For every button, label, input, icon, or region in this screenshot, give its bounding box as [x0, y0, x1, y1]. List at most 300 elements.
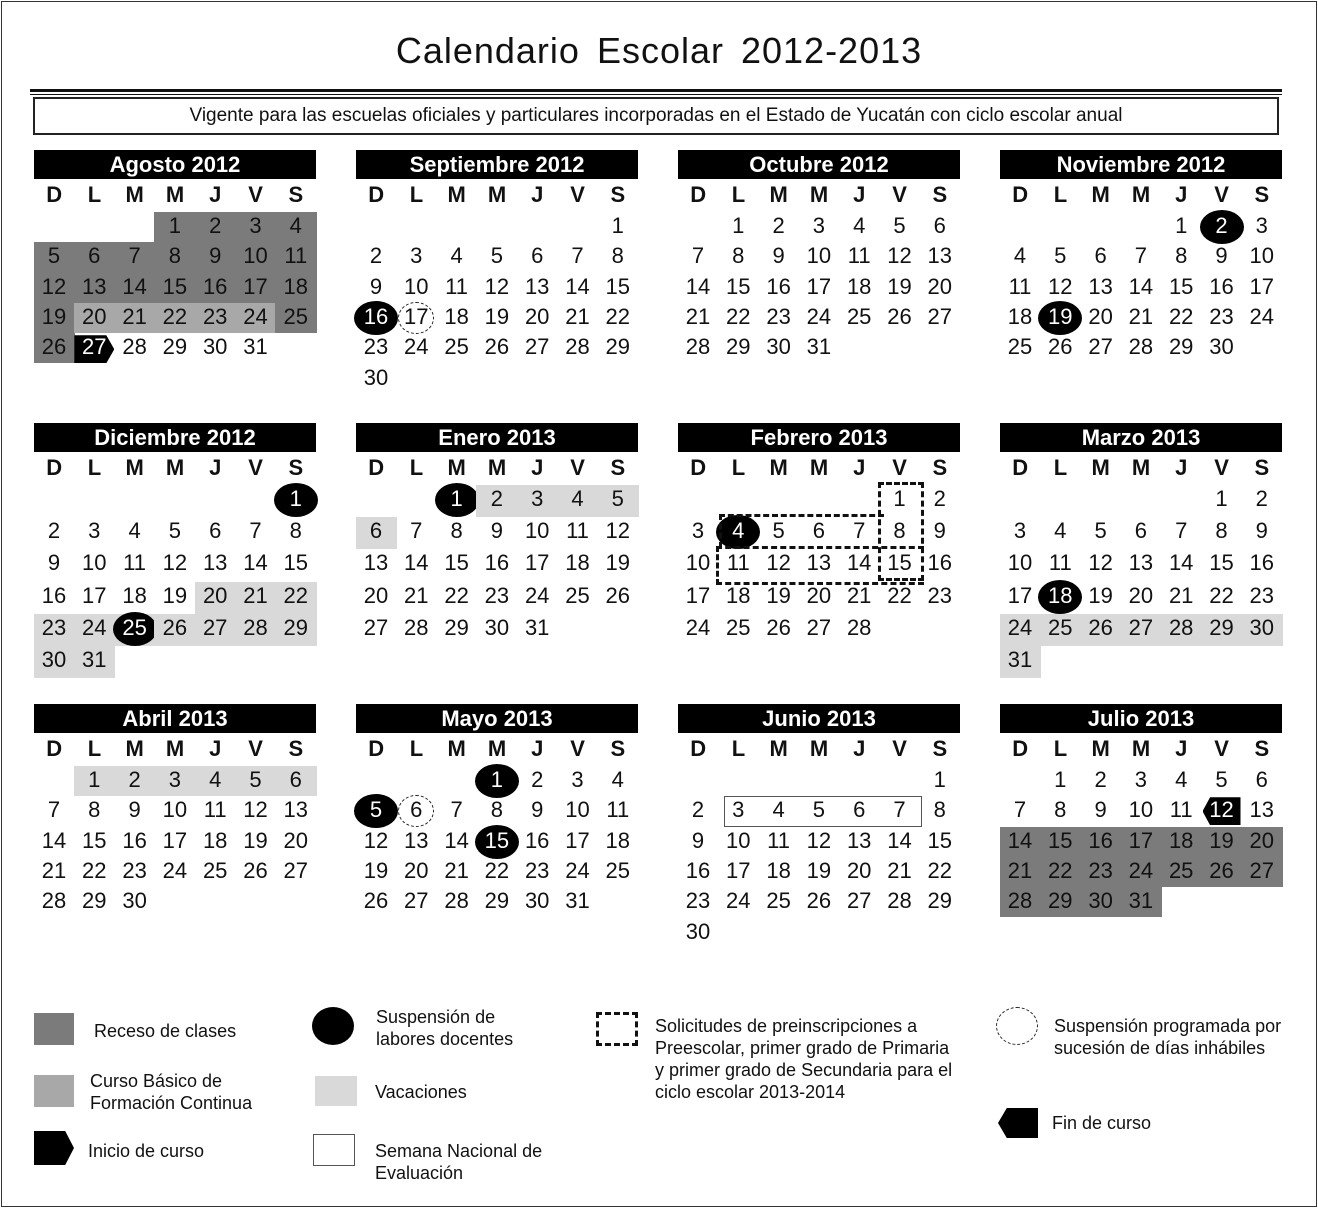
day-cell: 30	[1209, 334, 1234, 360]
day-cell: 31	[243, 334, 268, 360]
day-cell: 3	[732, 797, 745, 823]
day-cell: 14	[122, 273, 147, 299]
legend-fin-curso: Fin de curso	[1052, 1113, 1152, 1133]
day-cell: 15	[1048, 827, 1073, 853]
day-cell: 4	[611, 767, 624, 792]
month-4	[34, 423, 316, 677]
day-grid	[356, 765, 638, 917]
day-cell: 22	[484, 857, 510, 883]
day-cell: 12	[766, 550, 791, 576]
day-cell: 11	[445, 273, 469, 299]
day-cell: 27	[1128, 614, 1154, 640]
day-cell: 11	[203, 797, 227, 823]
day-cell: 6	[812, 518, 826, 544]
day-cell: 5	[47, 243, 61, 269]
month-9	[356, 704, 638, 917]
day-cell: 1	[289, 486, 302, 511]
day-cell: 14	[1007, 827, 1033, 853]
weekday-header	[34, 179, 316, 211]
day-cell: 14	[404, 550, 429, 576]
day-cell: 28	[565, 334, 590, 360]
day-cell: 7	[571, 243, 584, 269]
suspension-labores-icon	[312, 1007, 354, 1045]
day-cell: 15	[927, 827, 953, 853]
day-cell: 26	[766, 614, 791, 640]
day-cell: 9	[933, 518, 946, 544]
day-cell: 26	[363, 888, 389, 914]
weekday-header	[678, 179, 960, 211]
day-cell: 28	[685, 334, 711, 360]
day-cell: 8	[611, 243, 624, 269]
day-cell: 11	[123, 550, 147, 576]
legend-solicitudes: Solicitudes de preinscripciones a Preescolar, primer grado de Primaria y primer grado de Secundaria para el ciclo escolar 2013-2014	[655, 1016, 953, 1102]
weekday-label: M	[125, 455, 144, 480]
day-cell: 1	[490, 767, 504, 792]
day-cell: 7	[853, 518, 866, 544]
day-cell: 24	[243, 303, 268, 329]
day-cell: 18	[1007, 303, 1033, 329]
day-cell: 6	[531, 243, 544, 269]
day-cell: 16	[1249, 550, 1275, 576]
day-cell: 10	[243, 243, 268, 269]
day-cell: 17	[1249, 273, 1275, 299]
day-cell: 30	[766, 334, 791, 360]
weekday-label: M	[1131, 455, 1151, 480]
day-cell: 12	[887, 243, 912, 269]
month-title: Agosto 2012	[34, 150, 316, 179]
page-title: Calendario Escolar 2012-2013	[395, 30, 923, 71]
day-cell: 13	[524, 273, 550, 299]
day-cell: 3	[1255, 213, 1268, 238]
day-cell: 3	[249, 213, 262, 238]
day-cell: 24	[524, 582, 550, 608]
day-cell: 18	[444, 303, 469, 329]
weekday-label: D	[46, 736, 63, 761]
weekday-label: D	[690, 736, 707, 761]
day-cell: 12	[243, 797, 268, 823]
day-cell: 10	[82, 550, 107, 576]
day-cell: 22	[82, 857, 107, 883]
day-cell: 26	[484, 334, 510, 360]
day-cell: 18	[726, 582, 751, 608]
day-cell: 10	[524, 518, 550, 544]
weekday-header	[678, 733, 960, 765]
month-8	[34, 704, 316, 917]
day-cell: 21	[685, 303, 711, 329]
day-cell: 12	[363, 827, 389, 853]
day-cell: 6	[209, 518, 222, 544]
day-cell: 31	[524, 614, 550, 640]
day-cell: 31	[82, 647, 107, 672]
day-cell: 10	[1249, 243, 1275, 269]
semana-evaluacion-outline	[724, 796, 922, 826]
legend-receso: Receso de clases	[94, 1021, 237, 1041]
day-cell: 17	[1007, 582, 1033, 608]
day-cell: 29	[1209, 614, 1234, 640]
day-cell: 29	[1048, 888, 1073, 914]
day-cell: 5	[812, 797, 826, 823]
weekday-label: M	[1091, 736, 1110, 761]
weekday-label: V	[1214, 455, 1229, 480]
day-cell: 28	[404, 614, 429, 640]
day-cell: 12	[1048, 273, 1073, 299]
weekday-label: D	[368, 455, 385, 480]
day-cell: 23	[484, 582, 510, 608]
day-cell: 19	[41, 303, 67, 329]
day-cell: 8	[1175, 243, 1188, 269]
day-grid	[1000, 765, 1282, 917]
day-cell: 2	[691, 797, 705, 823]
weekday-label: M	[447, 182, 466, 207]
weekday-header	[356, 452, 638, 484]
day-cell: 28	[243, 614, 268, 640]
day-cell: 27	[283, 857, 309, 883]
day-cell: 5	[893, 213, 906, 238]
day-cell: 30	[122, 888, 147, 914]
day-cell: 2	[490, 486, 504, 511]
day-cell: 20	[404, 857, 429, 883]
day-cell: 13	[1128, 550, 1154, 576]
day-cell: 4	[772, 797, 785, 823]
month-title: Junio 2013	[678, 704, 960, 733]
day-cell: 12	[806, 827, 832, 853]
day-cell: 2	[772, 213, 785, 238]
day-cell: 9	[490, 518, 504, 544]
day-cell: 23	[202, 303, 228, 329]
day-cell: 31	[1128, 888, 1154, 914]
weekday-label: M	[809, 455, 829, 480]
weekday-label: M	[447, 455, 466, 480]
weekday-label: J	[1175, 455, 1188, 480]
weekday-label: J	[209, 182, 222, 207]
day-cell: 16	[41, 582, 67, 608]
day-cell: 19	[1088, 582, 1113, 608]
day-cell: 2	[1094, 767, 1107, 792]
day-cell: 11	[847, 243, 871, 269]
weekday-label: L	[731, 182, 746, 207]
legend-semana-evaluacion: Semana Nacional de Evaluación	[375, 1141, 543, 1183]
day-cell: 26	[605, 582, 631, 608]
day-cell: 18	[565, 550, 590, 576]
day-cell: 13	[283, 797, 309, 823]
weekday-label: J	[531, 182, 544, 207]
day-cell: 19	[806, 857, 832, 883]
day-cell: 28	[122, 334, 147, 360]
day-cell: 24	[806, 303, 832, 329]
legend-curso-basico: Curso Básico de Formación Continua	[90, 1071, 253, 1113]
day-cell: 19	[243, 827, 268, 853]
day-cell: 7	[410, 518, 423, 544]
weekday-label: L	[731, 736, 746, 761]
weekday-label: V	[248, 736, 263, 761]
day-cell: 22	[726, 303, 751, 329]
day-cell: 23	[1088, 857, 1113, 883]
day-cell: 16	[927, 550, 953, 576]
day-cell: 29	[1168, 334, 1194, 360]
weekday-label: V	[570, 736, 585, 761]
day-cell: 22	[444, 582, 469, 608]
day-cell: 7	[691, 243, 705, 269]
month-6	[678, 423, 960, 645]
day-cell: 19	[1209, 827, 1234, 853]
day-cell: 24	[404, 334, 429, 360]
day-cell: 24	[1007, 614, 1033, 640]
day-cell: 6	[853, 797, 866, 823]
weekday-label: J	[1175, 182, 1188, 207]
day-cell: 28	[444, 888, 469, 914]
day-cell: 22	[605, 303, 631, 329]
day-cell: 21	[404, 582, 429, 608]
day-cell: 25	[565, 582, 590, 608]
day-cell: 22	[1048, 857, 1073, 883]
weekday-label: S	[1254, 182, 1270, 207]
day-cell: 14	[846, 550, 872, 576]
day-cell: 14	[685, 273, 711, 299]
weekday-label: V	[248, 455, 263, 480]
day-cell: 6	[1255, 767, 1268, 792]
day-cell: 27	[82, 334, 107, 360]
day-cell: 4	[128, 518, 141, 544]
day-cell: 11	[606, 797, 630, 823]
day-cell: 5	[1094, 518, 1107, 544]
day-cell: 7	[47, 797, 61, 823]
day-cell: 13	[363, 550, 389, 576]
day-cell: 16	[1209, 273, 1234, 299]
day-cell: 23	[41, 614, 67, 640]
day-cell: 3	[410, 243, 423, 269]
month-1	[356, 150, 638, 393]
day-cell: 27	[846, 888, 872, 914]
weekday-label: J	[853, 455, 866, 480]
day-cell: 15	[605, 273, 631, 299]
day-cell: 5	[1215, 767, 1228, 792]
weekday-label: D	[1012, 736, 1029, 761]
month-title: Abril 2013	[34, 704, 316, 733]
weekday-label: M	[1091, 455, 1110, 480]
day-cell: 30	[1249, 614, 1275, 640]
day-cell: 25	[444, 334, 469, 360]
semana-evaluacion-swatch	[313, 1134, 355, 1166]
month-title: Septiembre 2012	[356, 150, 638, 179]
legend-suspension-labores: Suspensión de labores docentes	[376, 1007, 514, 1049]
day-cell: 1	[1215, 486, 1228, 511]
weekday-label: M	[769, 736, 788, 761]
suspension-programada-icon	[996, 1007, 1038, 1045]
day-cell: 15	[162, 273, 188, 299]
day-cell: 19	[162, 582, 188, 608]
day-cell: 7	[1175, 518, 1188, 544]
weekday-label: J	[209, 455, 222, 480]
day-cell: 2	[128, 767, 141, 792]
day-cell: 8	[289, 518, 302, 544]
month-title: Marzo 2013	[1000, 423, 1282, 452]
day-cell: 8	[450, 518, 463, 544]
day-cell: 2	[1215, 213, 1228, 238]
day-cell: 4	[853, 213, 866, 238]
day-cell: 3	[168, 767, 182, 792]
day-cell: 11	[1048, 550, 1072, 576]
month-title: Diciembre 2012	[34, 423, 316, 452]
day-cell: 30	[202, 334, 228, 360]
day-cell: 22	[1209, 582, 1234, 608]
day-cell: 21	[41, 857, 67, 883]
day-cell: 7	[1134, 243, 1148, 269]
day-cell: 13	[404, 827, 429, 853]
day-cell: 6	[1134, 518, 1148, 544]
weekday-label: J	[853, 736, 866, 761]
day-cell: 6	[289, 767, 302, 792]
day-cell: 15	[82, 827, 107, 853]
weekday-label: S	[610, 455, 626, 480]
day-cell: 5	[1054, 243, 1067, 269]
title-rule	[30, 89, 1282, 95]
day-cell: 23	[122, 857, 147, 883]
day-cell: 19	[484, 303, 510, 329]
day-cell: 7	[450, 797, 463, 823]
solicitudes-period-outline	[719, 514, 884, 548]
weekday-label: D	[1012, 455, 1029, 480]
weekday-label: M	[1131, 182, 1151, 207]
day-cell: 30	[41, 647, 67, 672]
weekday-label: S	[932, 455, 948, 480]
weekday-label: D	[368, 182, 385, 207]
day-cell: 1	[1054, 767, 1067, 792]
day-cell: 15	[1209, 550, 1234, 576]
day-cell: 9	[1094, 797, 1107, 823]
day-cell: 17	[685, 582, 711, 608]
day-cell: 5	[772, 518, 785, 544]
day-cell: 8	[893, 518, 906, 544]
day-cell: 9	[531, 797, 544, 823]
day-cell: 15	[444, 550, 469, 576]
day-cell: 17	[1128, 827, 1154, 853]
day-cell: 8	[490, 797, 504, 823]
day-cell: 5	[369, 797, 383, 823]
day-cell: 18	[766, 857, 791, 883]
day-cell: 1	[1175, 213, 1188, 238]
curso-basico-swatch	[34, 1075, 74, 1107]
weekday-label: M	[487, 455, 507, 480]
weekday-label: L	[409, 182, 424, 207]
day-cell: 25	[283, 303, 309, 329]
day-cell: 2	[47, 518, 61, 544]
day-cell: 17	[162, 827, 188, 853]
weekday-label: M	[1131, 736, 1151, 761]
solicitudes-period-outline	[716, 546, 924, 584]
day-cell: 30	[484, 614, 510, 640]
day-cell: 7	[128, 243, 141, 269]
day-cell: 10	[806, 243, 832, 269]
day-cell: 15	[283, 550, 309, 576]
day-cell: 29	[283, 614, 309, 640]
day-cell: 31	[1007, 647, 1033, 672]
weekday-label: V	[1214, 736, 1229, 761]
day-cell: 12	[1209, 797, 1234, 823]
weekday-label: V	[892, 455, 907, 480]
day-cell: 24	[1249, 303, 1275, 329]
day-cell: 26	[1048, 334, 1073, 360]
day-cell: 27	[806, 614, 832, 640]
day-cell: 17	[404, 303, 429, 329]
day-cell: 29	[444, 614, 469, 640]
day-cell: 15	[484, 827, 510, 853]
weekday-label: M	[125, 182, 144, 207]
day-cell: 17	[524, 550, 550, 576]
weekday-label: M	[809, 182, 829, 207]
day-grid	[678, 211, 960, 363]
day-cell: 14	[444, 827, 469, 853]
day-cell: 22	[927, 857, 953, 883]
weekday-label: L	[87, 182, 102, 207]
day-cell: 24	[1128, 857, 1154, 883]
weekday-label: M	[1091, 182, 1110, 207]
day-cell: 4	[1013, 243, 1027, 269]
day-cell: 4	[732, 518, 745, 544]
day-cell: 16	[122, 827, 147, 853]
weekday-label: M	[769, 182, 788, 207]
day-cell: 1	[933, 767, 946, 792]
day-cell: 20	[927, 273, 953, 299]
day-cell: 15	[887, 550, 912, 576]
day-cell: 25	[1048, 614, 1073, 640]
day-cell: 30	[363, 364, 389, 390]
day-cell: 15	[1168, 273, 1194, 299]
day-cell: 10	[404, 273, 429, 299]
day-cell: 20	[1128, 582, 1154, 608]
weekday-label: L	[87, 736, 102, 761]
weekday-label: V	[248, 182, 263, 207]
day-cell: 24	[162, 857, 188, 883]
day-cell: 1	[450, 486, 463, 511]
day-cell: 9	[772, 243, 785, 269]
day-cell: 14	[565, 273, 590, 299]
day-grid	[34, 765, 316, 917]
weekday-label: D	[690, 455, 707, 480]
solicitudes-icon	[596, 1012, 638, 1046]
day-grid	[356, 211, 638, 393]
day-cell: 11	[1169, 797, 1193, 823]
day-cell: 20	[1088, 303, 1113, 329]
day-cell: 28	[1007, 888, 1033, 914]
day-cell: 17	[565, 827, 590, 853]
day-cell: 17	[726, 857, 751, 883]
day-cell: 11	[566, 518, 589, 544]
day-cell: 16	[202, 273, 228, 299]
weekday-label: S	[932, 736, 948, 761]
weekday-label: M	[487, 182, 507, 207]
day-cell: 19	[605, 550, 631, 576]
month-title: Febrero 2013	[678, 423, 960, 452]
vacaciones-swatch	[315, 1076, 357, 1106]
month-title: Noviembre 2012	[1000, 150, 1282, 179]
weekday-label: M	[125, 736, 144, 761]
weekday-label: J	[1175, 736, 1188, 761]
weekday-label: D	[690, 182, 707, 207]
weekday-label: M	[165, 182, 185, 207]
day-cell: 12	[605, 518, 631, 544]
month-title: Mayo 2013	[356, 704, 638, 733]
day-cell: 20	[283, 827, 309, 853]
weekday-header	[356, 179, 638, 211]
day-cell: 8	[732, 243, 745, 269]
legend-suspension-programada: Suspensión programada por sucesión de días inhábiles	[1054, 1016, 1282, 1058]
weekday-label: D	[46, 182, 63, 207]
day-cell: 26	[806, 888, 832, 914]
weekday-label: S	[288, 455, 304, 480]
day-cell: 6	[410, 797, 423, 823]
day-cell: 29	[484, 888, 510, 914]
day-cell: 1	[732, 213, 745, 238]
